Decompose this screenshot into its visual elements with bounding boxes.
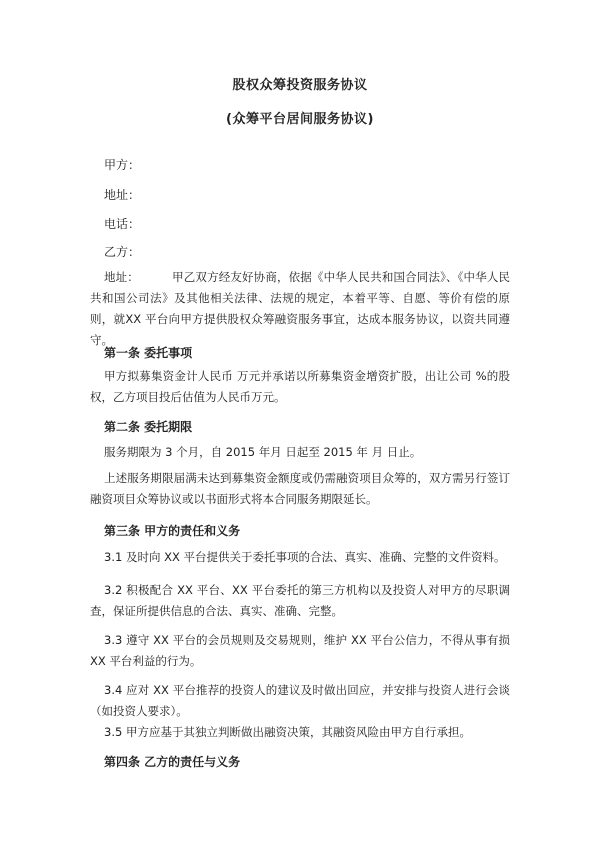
address-label-a: 地址： [104, 188, 141, 202]
article-2-body-1: 服务期限为 3 个月，自 2015 年月 日起至 2015 年 月 日止。 [104, 445, 422, 459]
clause-3-5 [90, 722, 510, 743]
clause-3-4 [90, 680, 510, 722]
clause-3-1-text: 3.1 及时向 XX 平台提供关于委托事项的合法、真实、准确、完整的文件资料。 [104, 550, 506, 564]
article-2-body-2: 上述服务期限届满未达到募集资金额度或仍需融资项目众筹的，双方需另行签订融资项目众筹协议或以书面形式将本合同服务期限延长。 [90, 471, 510, 506]
address-label-b: 地址： [104, 270, 139, 284]
clause-3-5-text: 3.5 甲方应基于其独立判断做出融资决策，其融资风险由甲方自行承担。 [104, 725, 471, 739]
article-1-heading: 第一条 委托事项 [104, 346, 193, 360]
article-1-text [90, 366, 510, 408]
phone-label: 电话： [104, 217, 141, 231]
article-1-body: 甲方拟募集资金计人民币 万元并承诺以所募集资金增资扩股，出让公司 %的股权，乙方项目投后估值为人民币万元。 [90, 369, 510, 404]
article-4-heading: 第四条 乙方的责任与义务 [104, 755, 241, 769]
article-2-text-2 [90, 468, 510, 510]
clause-3-2 [90, 580, 510, 622]
intro-text: 甲乙双方经友好协商，依据《中华人民共和国合同法》、《中华人民共和国公司法》及其他相关法律、法规的规定，本着平等、自愿、等价有偿的原则，就XX 平台向甲方提供股权众筹融资服务事宜，达成本服务协议，以资共同遵守。 [90, 270, 511, 347]
party-a-label: 甲方： [104, 158, 141, 172]
clause-3-2-text: 3.2 积极配合 XX 平台、XX 平台委托的第三方机构以及投资人对甲方的尽职调查，保证所提供信息的合法、真实、准确、完整。 [90, 583, 510, 618]
article-2-heading: 第二条 委托期限 [104, 420, 193, 434]
document-subtitle: (众筹平台居间服务协议) [226, 112, 374, 127]
document-title: 股权众筹投资服务协议 [232, 78, 368, 93]
intro-paragraph [90, 267, 510, 351]
article-2-text-1 [90, 442, 510, 463]
party-b-label: 乙方： [104, 245, 141, 259]
clause-3-1 [90, 547, 510, 568]
article-3-heading: 第三条 甲方的责任和义务 [104, 524, 241, 538]
clause-3-3-text: 3.3 遵守 XX 平台的会员规则及交易规则，维护 XX 平台公信力，不得从事有损 XX 平台利益的行为。 [90, 633, 510, 668]
clause-3-3 [90, 630, 510, 672]
clause-3-4-text: 3.4 应对 XX 平台推荐的投资人的建议及时做出回应，并安排与投资人进行会谈（如投资人要求）。 [90, 683, 510, 718]
